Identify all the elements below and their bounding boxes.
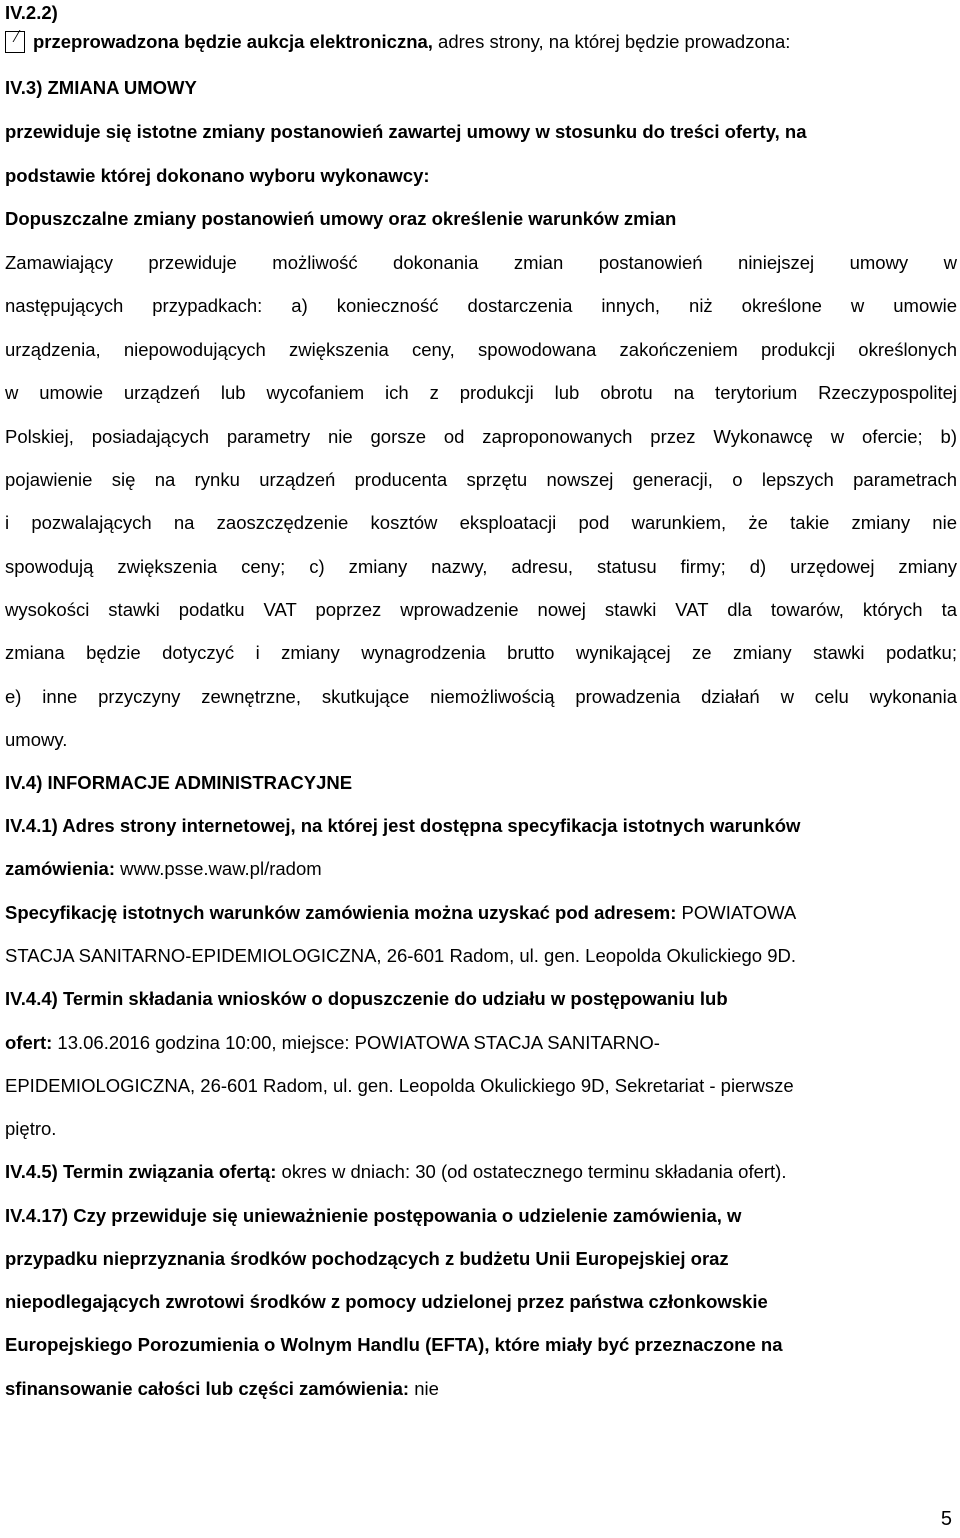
changes-body-line: umowy. [5, 729, 68, 750]
iv41-line-2 [5, 858, 322, 880]
iv44-line-1: IV.4.4) Termin składania wniosków o dopuszczenie do udziału w postępowaniu lub [5, 988, 728, 1009]
section-heading-iv4: IV.4) INFORMACJE ADMINISTRACYJNE [5, 772, 353, 793]
section-number-iv22: IV.2.2) [5, 2, 58, 23]
iv417-line: niepodlegających zwrotowi środków z pomocy udzielonej przez państwa członkowskie [5, 1291, 768, 1312]
changes-body-line: w umowie urządzeń lub wycofaniem ich z produkcji lub obrotu na terytorium Rzeczypospolitej [5, 382, 957, 403]
changes-body-line: e) inne przyczyny zewnętrzne, skutkujące niemożliwością prowadzenia działań w celu wykonania [5, 686, 957, 707]
iv41-label: zamówienia: [5, 858, 115, 879]
changes-body-line: następujących przypadkach: a) konieczność dostarczenia innych, niż określone w umowie [5, 295, 957, 316]
iv417-answer: nie [409, 1378, 439, 1399]
changes-body-line: i pozwalających na zaoszczędzenie kosztów eksploatacji pod warunkiem, że takie zmiany nie [5, 512, 957, 533]
spec-url-link[interactable]: www.psse.waw.pl/radom [115, 858, 322, 879]
changes-body-line: Zamawiający przewiduje możliwość dokonania zmian postanowień niniejszej umowy w [5, 252, 957, 273]
iv44-line-4: piętro. [5, 1118, 57, 1139]
changes-body-line: zmiana będzie dotyczyć i zmiany wynagrodzenia brutto wynikającej ze zmiany stawki podatku; [5, 642, 957, 663]
changes-body-line: pojawienie się na rynku urządzeń producenta sprzętu nowszej generacji, o lepszych parametrach [5, 469, 957, 490]
spec-address-line-1 [5, 902, 796, 924]
iv44-deadline-value: 13.06.2016 godzina 10:00, miejsce: POWIATOWA STACJA SANITARNO- [52, 1032, 660, 1053]
iv44-line-3: EPIDEMIOLOGICZNA, 26-601 Radom, ul. gen. Leopolda Okulickiego 9D, Sekretariat - pierwsze [5, 1075, 794, 1096]
iv41-line-1: IV.4.1) Adres strony internetowej, na której jest dostępna specyfikacja istotnych warunków [5, 815, 801, 836]
auction-checkbox[interactable] [5, 31, 25, 53]
spec-address-value: POWIATOWA [676, 902, 797, 923]
iv44-line-2 [5, 1032, 660, 1054]
auction-address-label: adres strony, na której będzie prowadzona: [432, 31, 791, 52]
changes-body-line: wysokości stawki podatku VAT poprzez wprowadzenie nowej stawki VAT dla towarów, których ta [5, 599, 957, 620]
changes-question-line-2: podstawie której dokonano wyboru wykonawcy: [5, 165, 430, 186]
iv45-value: okres w dniach: 30 (od ostatecznego terminu składania ofert). [276, 1161, 787, 1182]
iv45-line [5, 1161, 786, 1183]
iv417-line: Europejskiego Porozumienia o Wolnym Handlu (EFTA), które miały być przeznaczone na [5, 1334, 783, 1355]
section-heading-iv3: IV.3) ZMIANA UMOWY [5, 77, 197, 98]
iv417-line: IV.4.17) Czy przewiduje się unieważnienie postępowania o udzielenie zamówienia, w [5, 1205, 742, 1226]
iv44-label: ofert: [5, 1032, 53, 1053]
changes-question-line-1: przewiduje się istotne zmiany postanowień zawartej umowy w stosunku do treści oferty, na [5, 121, 807, 142]
iv417-last-line [5, 1378, 439, 1400]
changes-body-line: urządzenia, niepowodujących zwiększenia ceny, spowodowana zakończeniem produkcji określonych [5, 339, 957, 360]
auction-row [5, 31, 790, 53]
iv45-label: IV.4.5) Termin związania ofertą: [5, 1161, 277, 1182]
iv417-label: sfinansowanie całości lub części zamówienia: [5, 1378, 410, 1399]
spec-address-label: Specyfikację istotnych warunków zamówienia można uzyskać pod adresem: [5, 902, 677, 923]
spec-address-line-2: STACJA SANITARNO-EPIDEMIOLOGICZNA, 26-601 Radom, ul. gen. Leopolda Okulickiego 9D. [5, 945, 797, 966]
changes-body-line: Polskiej, posiadających parametry nie gorsze od zaproponowanych przez Wykonawcę w ofercie; b) [5, 426, 957, 447]
page-number: 5 [940, 1508, 952, 1530]
changes-subheading: Dopuszczalne zmiany postanowień umowy oraz określenie warunków zmian [5, 208, 677, 229]
iv417-line: przypadku nieprzyznania środków pochodzących z budżetu Unii Europejskiej oraz [5, 1248, 729, 1269]
changes-body-line: spowodują zwiększenia ceny; c) zmiany nazwy, adresu, statusu firmy; d) urzędowej zmiany [5, 556, 957, 577]
auction-label: przeprowadzona będzie aukcja elektroniczna, [33, 31, 433, 52]
